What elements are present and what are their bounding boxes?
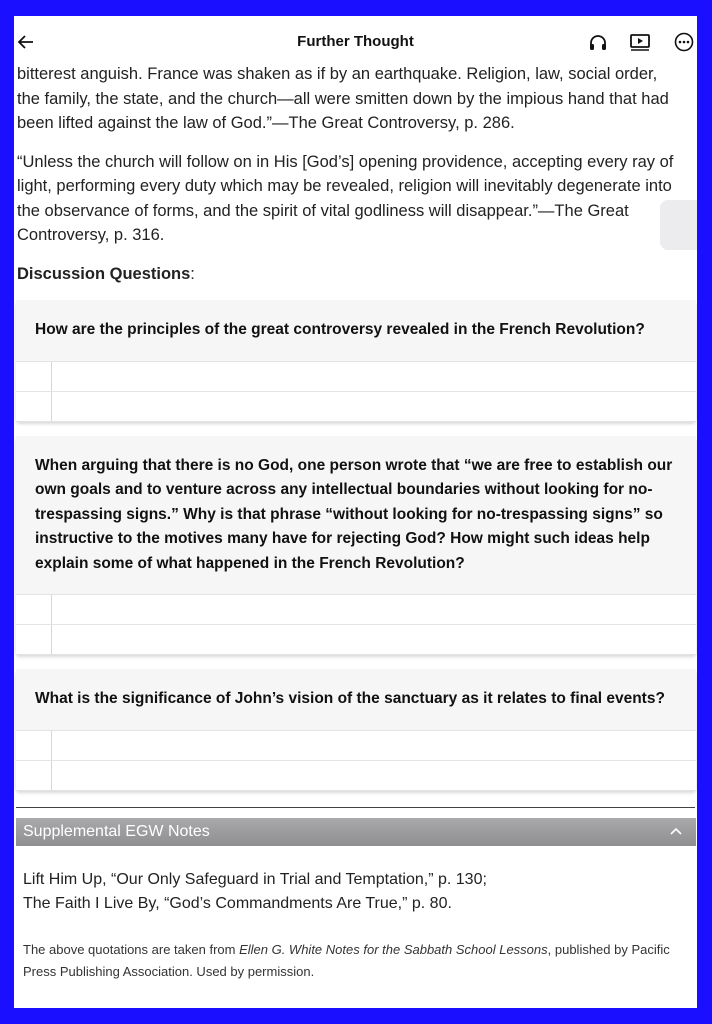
credit-title: Ellen G. White Notes for the Sabbath School Lessons <box>239 941 548 957</box>
paragraph: “Unless the church will follow on in His [God’s] opening providence, accepting every ray of light, performing every duty which may be revealed, religion will inevitably degenerate into the observance of forms, and the spirit of vital godliness will disappear.”—The Great Controversy, p. 316. <box>17 152 674 244</box>
headphones-icon <box>588 33 608 51</box>
app-window <box>14 16 697 1008</box>
question-card <box>16 669 696 791</box>
question-card <box>16 436 696 656</box>
reference-line: The Faith I Live By, “God’s Commandments Are True,” p. 80. <box>23 895 452 912</box>
answer-line[interactable] <box>16 731 696 761</box>
credit-suffix: , published by Pacific Press Publishing Association. Used by permission. <box>23 941 670 979</box>
divider <box>16 807 695 808</box>
top-bar <box>14 16 697 68</box>
paragraph: bitterest anguish. France was shaken as if by an earthquake. Religion, law, social order, the family, the state, and the church—all were smitten down by the impious hand that had been lifted against the law of God.”—The Great Controversy, p. 286. <box>17 65 669 132</box>
video-button[interactable] <box>628 30 652 54</box>
answer-line[interactable] <box>16 761 696 791</box>
lesson-content <box>14 62 697 983</box>
chevron-up-icon <box>670 827 682 835</box>
question-text: How are the principles of the great controversy revealed in the French Revolution? <box>16 300 696 361</box>
answer-area[interactable] <box>16 361 696 422</box>
question-card <box>16 300 696 422</box>
discussion-heading <box>17 262 697 287</box>
supplemental-refs <box>23 868 685 917</box>
answer-line[interactable] <box>16 392 696 422</box>
question-text: When arguing that there is no God, one person wrote that “we are free to establish our own goals and to venture across any intellectual boundaries without looking for no-trespassing signs.” Why is that phrase “without looking for no-trespassing signs” so instructive to the motives many have for rejecting God? How might such ideas help explain some of what happened in the French Revolution? <box>16 436 696 595</box>
supplemental-title: Supplemental EGW Notes <box>23 822 210 840</box>
answer-area[interactable] <box>16 730 696 791</box>
answer-area[interactable] <box>16 594 696 655</box>
more-button[interactable] <box>672 30 696 54</box>
supplemental-header[interactable] <box>16 818 696 846</box>
answer-line[interactable] <box>16 595 696 625</box>
answer-line[interactable] <box>16 362 696 392</box>
credit-prefix: The above quotations are taken from <box>23 941 240 957</box>
answer-line[interactable] <box>16 625 696 655</box>
question-text: What is the significance of John’s vision of the sanctuary as it relates to final events? <box>16 669 696 730</box>
discussion-suffix: : <box>190 264 195 283</box>
page-title: Further Thought <box>297 33 414 50</box>
discussion-label: Discussion Questions <box>17 264 191 283</box>
permission-credit <box>23 939 683 983</box>
reference-line: Lift Him Up, “Our Only Safeguard in Trial and Temptation,” p. 130; <box>23 870 487 888</box>
video-play-icon <box>630 33 650 51</box>
more-options-icon <box>674 32 694 52</box>
audio-button[interactable] <box>586 30 610 54</box>
